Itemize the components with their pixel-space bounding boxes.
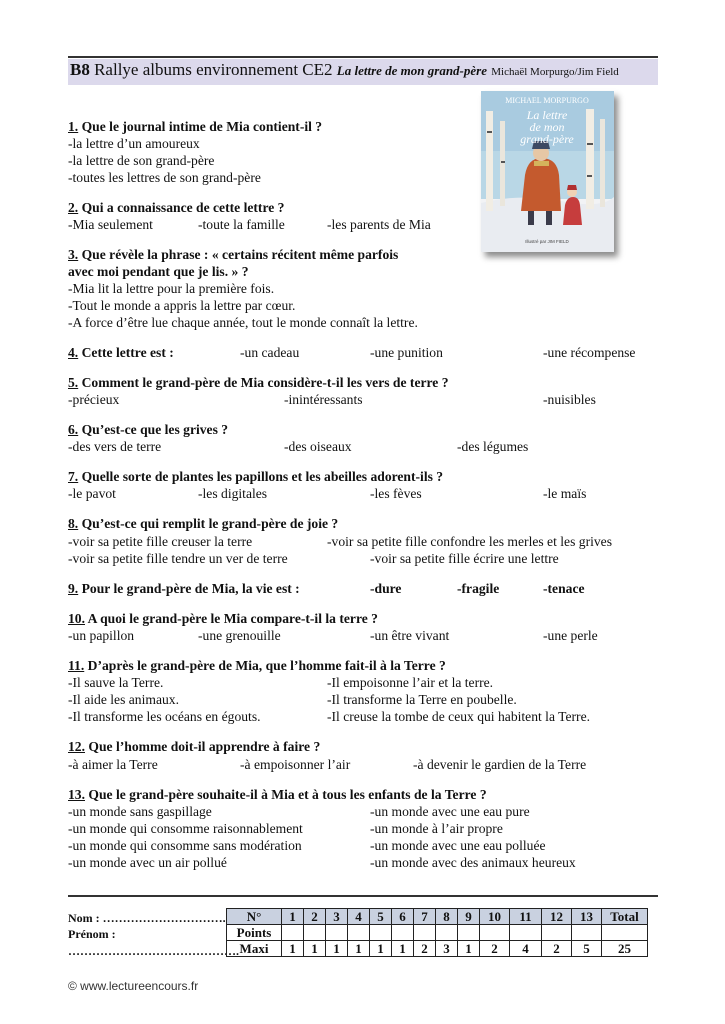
question-text: Que l’homme doit-il apprendre à faire ? [85, 739, 321, 754]
q6-option-3: -des légumes [457, 439, 529, 454]
q11-option-3: -Il aide les animaux. [68, 692, 179, 707]
q8-option-3: -voir sa petite fille tendre un ver de terre [68, 551, 288, 566]
q2-option-3: -les parents de Mia [327, 217, 431, 232]
q2-option-1: -Mia seulement [68, 217, 153, 232]
maxi-cell: 1 [348, 941, 370, 957]
question-number: 9. [68, 581, 79, 596]
score-header-cell: 5 [370, 909, 392, 925]
maxi-cell: Maxi [227, 941, 282, 957]
score-points-row [227, 925, 648, 941]
maxi-cell: 4 [510, 941, 542, 957]
q1-option-2: -la lettre de son grand-père [68, 153, 215, 168]
score-header-cell: 1 [282, 909, 304, 925]
q9-option-1: -dure [370, 581, 402, 596]
points-cell[interactable] [458, 925, 480, 941]
q3-option-3: -A force d’être lue chaque année, tout le monde connaît la lettre. [68, 315, 418, 330]
question-text: Quelle sorte de plantes les papillons et les abeilles adorent-ils ? [78, 469, 444, 484]
question-13 [68, 787, 487, 803]
points-cell[interactable] [510, 925, 542, 941]
score-header-cell: 6 [392, 909, 414, 925]
question-number: 6. [68, 422, 79, 437]
q7-option-4: -le maïs [543, 486, 587, 501]
question-number: 1. [68, 119, 79, 134]
maxi-cell: 2 [414, 941, 436, 957]
q3-option-1: -Mia lit la lettre pour la première fois. [68, 281, 275, 296]
q5-option-2: -inintéressants [284, 392, 363, 407]
q5-option-3: -nuisibles [543, 392, 596, 407]
question-1 [68, 119, 322, 135]
question-9 [68, 581, 300, 597]
points-cell[interactable] [304, 925, 326, 941]
points-cell[interactable] [436, 925, 458, 941]
maxi-cell: 1 [370, 941, 392, 957]
maxi-cell: 2 [542, 941, 572, 957]
q7-option-1: -le pavot [68, 486, 116, 501]
top-rule [68, 56, 658, 58]
maxi-cell: 3 [436, 941, 458, 957]
q10-option-3: -un être vivant [370, 628, 450, 643]
maxi-cell: 1 [458, 941, 480, 957]
score-header-cell: Total [602, 909, 648, 925]
question-11 [68, 658, 446, 674]
points-cell[interactable] [370, 925, 392, 941]
book-title: La lettre de mon grand-père [336, 63, 487, 78]
question-3-line-2: avec moi pendant que je lis. » ? [68, 264, 249, 279]
q4-option-2: -une punition [370, 345, 443, 360]
q6-option-1: -des vers de terre [68, 439, 162, 454]
question-number: 5. [68, 375, 79, 390]
score-header-cell: 11 [510, 909, 542, 925]
q11-option-5: -Il transforme les océans en égouts. [68, 709, 261, 724]
q10-option-2: -une grenouille [198, 628, 281, 643]
score-header-cell: 3 [326, 909, 348, 925]
cover-author: MICHAEL MORPURGO [505, 96, 589, 105]
rallye-title: Rallye albums environnement CE2 [94, 60, 333, 79]
question-number: 3. [68, 247, 79, 262]
cover-illustrator: Illustré par JIM FIELD [525, 239, 569, 244]
q11-option-2: -Il empoisonne l’air et la terre. [327, 675, 494, 690]
nom-field: Nom : …………………………. [68, 911, 226, 925]
question-text: Que révèle la phrase : « certains récitent même parfois [78, 247, 399, 262]
q10-option-4: -une perle [543, 628, 598, 643]
question-number: 7. [68, 469, 79, 484]
q11-option-6: -Il creuse la tombe de ceux qui habitent la Terre. [327, 709, 591, 724]
copyright-text: © www.lectureencours.fr [68, 979, 199, 993]
q9-option-3: -tenace [543, 581, 585, 596]
score-header-cell: 10 [480, 909, 510, 925]
q12-option-1: -à aimer la Terre [68, 757, 158, 772]
q11-option-4: -Il transforme la Terre en poubelle. [327, 692, 517, 707]
maxi-cell: 25 [602, 941, 648, 957]
points-cell[interactable] [392, 925, 414, 941]
points-cell[interactable] [480, 925, 510, 941]
q5-option-1: -précieux [68, 392, 120, 407]
q12-option-2: -à empoisonner l’air [240, 757, 351, 772]
question-number: 8. [68, 516, 79, 531]
question-number: 2. [68, 200, 79, 215]
cover-title-line-2: de mon [529, 120, 565, 134]
points-cell[interactable] [542, 925, 572, 941]
points-total-cell[interactable] [602, 925, 648, 941]
q8-option-4: -voir sa petite fille écrire une lettre [370, 551, 559, 566]
q7-option-3: -les fèves [370, 486, 422, 501]
book-authors: Michaël Morpurgo/Jim Field [491, 66, 619, 78]
points-label: Points [227, 925, 282, 941]
q8-option-2: -voir sa petite fille confondre les merles et les grives [327, 534, 612, 549]
bottom-rule [68, 895, 658, 897]
points-cell[interactable] [414, 925, 436, 941]
q12-option-3: -à devenir le gardien de la Terre [413, 757, 587, 772]
question-2 [68, 200, 284, 216]
question-text: Qu’est-ce qui remplit le grand-père de joie ? [78, 516, 339, 531]
question-7 [68, 469, 443, 485]
rallye-code: B8 [70, 60, 90, 79]
score-header-cell: 9 [458, 909, 480, 925]
question-number: 12. [68, 739, 85, 754]
maxi-cell: 1 [326, 941, 348, 957]
question-5 [68, 375, 449, 391]
question-8 [68, 516, 338, 532]
score-header-cell: N° [227, 909, 282, 925]
q2-option-2: -toute la famille [198, 217, 285, 232]
q10-option-1: -un papillon [68, 628, 135, 643]
q13-option-3: -un monde qui consomme raisonnablement [68, 821, 303, 836]
question-text: Cette lettre est : [78, 345, 174, 360]
name-dots: ……………………………………. [68, 944, 239, 958]
maxi-cell: 1 [282, 941, 304, 957]
score-header-cell: 12 [542, 909, 572, 925]
points-cell[interactable] [326, 925, 348, 941]
q13-option-7: -un monde avec un air pollué [68, 855, 227, 870]
score-header-row [227, 909, 648, 925]
question-text: Qui a connaissance de cette lettre ? [78, 200, 285, 215]
score-header-cell: 13 [572, 909, 602, 925]
points-cell[interactable] [282, 925, 304, 941]
question-number: 13. [68, 787, 85, 802]
maxi-cell: 2 [480, 941, 510, 957]
q3-option-2: -Tout le monde a appris la lettre par cœur. [68, 298, 296, 313]
q6-option-2: -des oiseaux [284, 439, 352, 454]
score-header-cell: 2 [304, 909, 326, 925]
points-cell[interactable] [572, 925, 602, 941]
question-number: 4. [68, 345, 79, 360]
q1-option-1: -la lettre d’un amoureux [68, 136, 200, 151]
question-number: 11. [68, 658, 85, 673]
book-cover-image [481, 91, 614, 252]
q11-option-1: -Il sauve la Terre. [68, 675, 164, 690]
question-12 [68, 739, 320, 755]
question-6 [68, 422, 228, 438]
maxi-cell: 1 [392, 941, 414, 957]
q8-option-1: -voir sa petite fille creuser la terre [68, 534, 253, 549]
q13-option-8: -un monde avec des animaux heureux [370, 855, 576, 870]
prenom-field: Prénom : [68, 927, 116, 941]
q9-option-2: -fragile [457, 581, 500, 596]
points-cell[interactable] [348, 925, 370, 941]
question-text: A quoi le grand-père le Mia compare-t-il la terre ? [85, 611, 378, 626]
q13-option-6: -un monde avec une eau polluée [370, 838, 546, 853]
score-header-cell: 8 [436, 909, 458, 925]
q7-option-2: -les digitales [198, 486, 268, 501]
question-4 [68, 345, 174, 361]
score-table [226, 908, 648, 957]
maxi-cell: 5 [572, 941, 602, 957]
q1-option-3: -toutes les lettres de son grand-père [68, 170, 261, 185]
question-text: Que le journal intime de Mia contient-il ? [78, 119, 323, 134]
question-text: D’après le grand-père de Mia, que l’homme fait-il à la Terre ? [84, 658, 446, 673]
q13-option-1: -un monde sans gaspillage [68, 804, 212, 819]
q13-option-2: -un monde avec une eau pure [370, 804, 530, 819]
q4-option-3: -une récompense [543, 345, 636, 360]
question-number: 10. [68, 611, 85, 626]
q4-option-1: -un cadeau [240, 345, 300, 360]
score-maxi-row [227, 941, 648, 957]
question-10 [68, 611, 378, 627]
cover-title-line-1: La lettre [526, 108, 568, 122]
question-text: Pour le grand-père de Mia, la vie est : [78, 581, 300, 596]
q13-option-5: -un monde qui consomme sans modération [68, 838, 302, 853]
score-header-cell: 7 [414, 909, 436, 925]
maxi-cell: 1 [304, 941, 326, 957]
cover-title-line-3: grand-père [520, 132, 574, 146]
question-text: Qu’est-ce que les grives ? [78, 422, 229, 437]
question-text: Que le grand-père souhaite-il à Mia et à tous les enfants de la Terre ? [85, 787, 487, 802]
header-title [70, 60, 619, 80]
question-text: Comment le grand-père de Mia considère-t-il les vers de terre ? [78, 375, 449, 390]
q13-option-4: -un monde à l’air propre [370, 821, 503, 836]
score-header-cell: 4 [348, 909, 370, 925]
question-3 [68, 247, 398, 263]
